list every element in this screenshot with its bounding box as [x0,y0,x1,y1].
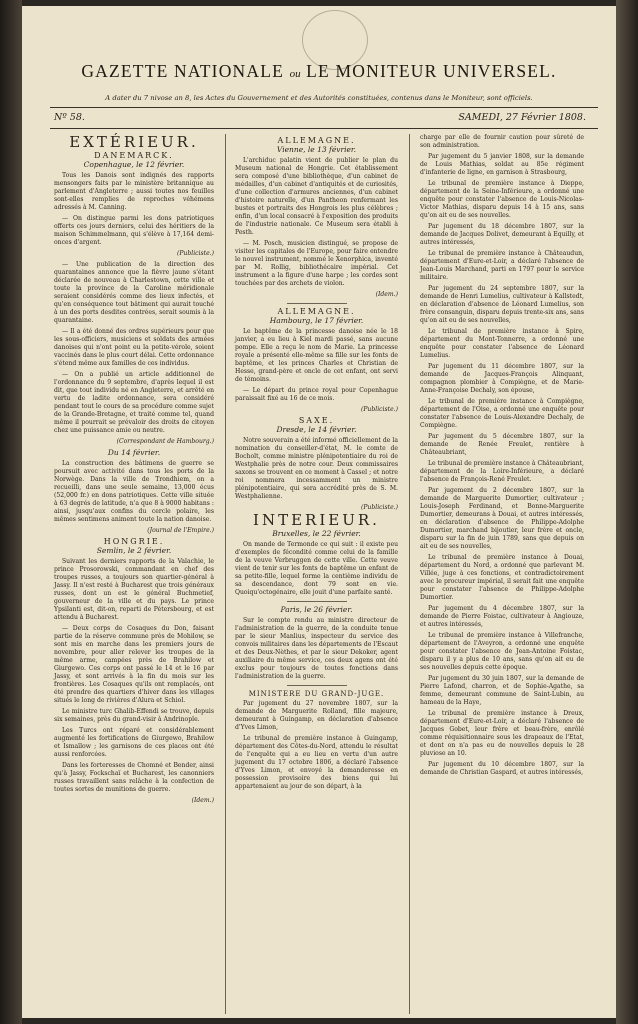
article-paragraph: Par jugement du 24 septembre 1807, sur la demande de Henri Lumelius, cultivateur à Kallstedt, en déclaration d'absence de Léonard Lumelius, son frère consanguin, disparu depuis trente-six ans, sans qu'on ait eu de ses nouvelles, [420,285,584,324]
article-paragraph: Les Turcs ont réparé et considérablement augmenté les fortifications de Giurgewo, Brahilow et Ismaïlow ; les garnisons de ces places ont été aussi renforcées. [54,727,214,758]
article-paragraph: Par jugement du 11 décembre 1807, sur la demande de Jacques-François Alinquant, compagnon plombier à Compiègne, et de Marie-Anne-Françoise Dechaly, son épouse, [420,363,584,394]
column-divider [409,134,410,1014]
article-paragraph: Le tribunal de première instance à Dieppe, département de la Seine-Inférieure, a ordonné une enquête pour constater l'absence de Louis-Nicolas-Victor Mathias, disparu depuis 14 à 15 ans, sans qu'on ait eu de ses nouvelles. [420,180,584,219]
article-paragraph: — Le départ du prince royal pour Copenhague paraissait fixé au 16 de ce mois. [235,387,398,402]
article-paragraph: — M. Posch, musicien distingué, se propose de visiter les capitales de l'Europe, pour faire entendre le nouvel instrument, nommé le Xenorphica, inventé par M. Rollig, bibliothécaire impérial. Cet instrument a la figure d'une harpe ; les cordes sont touchées par des archets de violon. [235,240,398,287]
article-paragraph: Suivant les derniers rapports de la Valachie, le prince Prosorowski, commandant en chef des troupes russes, a toujours son quartier-général à Jassy. Il n'est resté à Bucharest que trois généraux russes, dont un est le général Buchmetief, gouverneur de la ville et du pays. Le prince Ypsilanti est, dit-on, reparti de Pétersbourg, et est attendu à Bucharest. [54,558,214,621]
column-1 [54,134,214,808]
source-credit: (Idem.) [191,797,214,804]
source-credit: (Journal de l'Empire.) [147,527,214,534]
article-paragraph: Le tribunal de première instance à Douai, département du Nord, a ordonné que parlevant M. Villée, juge à ces fonctions, et contradictoirement avec le procureur impérial, il serait fait une enquête pour constater l'absence de Philippe-Adolphe Dumortier. [420,554,584,601]
article-paragraph: Tous les Danois sont indignés des rapports mensongers faits par le ministère britannique au parlement d'Angleterre ; aussi toutes nos feuilles sont-elles remplies de reproches véhémens adressés à M. Canning. [54,172,214,211]
section-title: SAXE. [298,416,335,425]
section-heading-exterieur: EXTÉRIEUR. [69,133,199,151]
masthead-ou: ou [289,68,301,80]
article-paragraph: charge par elle de fournir caution pour sûreté de son administration. [420,134,584,149]
article-paragraph: L'archiduc palatin vient de publier le plan du Museum national de Hongrie. Cet établissement sera composé d'une bibliothèque, d'un cabinet de médailles, d'un cabinet d'antiquités et de curiosités, d'une collection d'armures anciennes, d'un cabinet d'histoire naturelle, d'un Pantheon renfermant les bustes et portraits des Hongrois les plus célèbres ; enfin, d'un local consacré à l'exposition des produits de l'industrie nationale. Ce Museum sera établi à Pesth. [235,157,398,236]
source-credit: (Correspondant de Hambourg.) [116,438,214,445]
section-title: MINISTERE DU GRAND-JUGE. [248,690,385,698]
separator [287,685,347,686]
separator [287,303,347,304]
article-paragraph: Par jugement du 5 janvier 1808, sur la demande de Louis Mathias, soldat au 85e régiment d'infanterie de ligne, en garnison à Strasbourg, [420,153,584,176]
article-paragraph: Le tribunal de première instance à Dreux, département d'Eure-et-Loir, a déclaré l'absence de Jacques Gobet, leur frère et beau-frère, enrôlé comme réquisitionnaire sous les drapeaux de l'Etat, et dont on n'a pas eu de nouvelles depuis le 28 pluviose an 10. [420,710,584,757]
article-paragraph: Notre souverain a été informé officiellement de la nomination du conseiller-d'état, M. le comte de Bocholt, comme ministre plénipotentiaire du roi de Westphalie près de notre cour. Deux commissaires saxons se trouvent en ce moment à Cassel ; et notre roi nommera incessamment un ministre plénipotentiaire, qui sera accrédité près de S. M. Westphalienne. [235,437,398,500]
source-credit: (Idem.) [375,291,398,298]
article-paragraph: — On a publié un article additionnel de l'ordonnance du 9 septembre, d'après lequel il est dit, que tout individu né en Angleterre, et arrêté en vertu de ladite ordonnance, sera considéré pendant tout le cours de sa procédure comme sujet de la Grande-Bretagne, et traité comme tel, quand même il pourrait se prévaloir des droits de citoyen chez une puissance amie ou neutre. [54,371,214,434]
masthead-title-1: GAZETTE NATIONALE [81,61,284,81]
dateline: Paris, le 26 février. [280,605,353,614]
article-paragraph: Par jugement du 18 décembre 1807, sur la demande de Jacques Dolivet, demeurant à Equilly, et autres intéressés, [420,223,584,246]
issue-number: Nº 58. [54,112,85,123]
source-credit: (Publiciste.) [360,406,398,413]
book-edge-right [616,0,638,1024]
issue-date: SAMEDI, 27 Février 1808. [458,112,586,123]
dateline: Semlin, le 2 février. [96,546,172,555]
article-paragraph: Par jugement du 10 décembre 1807, sur la demande de Christian Gaspard, et autres intéressés, [420,761,584,776]
dateline: Vienne, le 13 février. [276,145,357,154]
article-paragraph: Dans les forteresses de Chomné et Bender, ainsi qu'à Jassy, Fockschaï et Bucharest, les canonniers russes travaillent sans relâche à la confection de toutes sortes de munitions de guerre. [54,762,214,793]
rule-bottom [50,128,598,129]
rule-top [50,107,598,108]
dateline: Dresde, le 14 février. [276,425,357,434]
article-paragraph: — Deux corps de Cosaques du Don, faisant partie de la réserve commune près de Mohilow, se sont mis en marche dans les premiers jours de novembre, pour aller relever les troupes de la même arme, campées près de Brahilow et Giurgewo. Ces corps ont passé le 14 et le 16 par Jassy, et sont arrivés à la fin du mois sur les frontières. Les Cosaques qu'ils ont remplacés, ont été prendre des quartiers d'hiver dans les villages situés le long de rivières d'Alura et Schiol. [54,625,214,704]
book-spine-left [0,0,22,1024]
column-3 [420,134,584,780]
separator [287,601,347,602]
article-paragraph: — Une publication de la direction des quarantaines annonce que la fièvre jaune s'étant déclarée de nouveau à Charlestown, cette ville et toute la province de la Caroline méridionale seraient considérés comme des lieux infectés, et qu'en conséquence tout bâtiment qui aurait touché à un des ports desdites contrées, serait soumis à la quarantaine. [54,261,214,324]
dateline: Du 14 février. [107,448,161,457]
article-paragraph: Le tribunal de première instance à Villefranche, département de l'Aveyron, a ordonné une enquête pour constater l'absence de Jean-Antoine Foistac, disparu il y a plus de 10 ans, sans qu'on ait eu de ses nouvelles depuis cette époque. [420,632,584,671]
source-credit: (Publiciste.) [176,250,214,257]
article-paragraph: Le baptême de la princesse danoise née le 18 janvier, a eu lieu à Kiel mardi passé, sans aucune pompe. Elle a reçu le nom de Marie. La princesse royale a présenté elle-même sa fille sur les fonts de baptême, et les princes Charles et Christian de Hesse, grand-père et oncle de cet enfant, ont servi de témoins. [235,328,398,383]
column-divider [225,134,226,1014]
masthead [22,61,616,82]
section-title: ALLEMAGNE. [277,136,356,145]
section-title: DANEMARCK. [94,151,174,160]
section-title: ALLEMAGNE. [277,307,356,316]
article-paragraph: Par jugement du 30 juin 1807, sur la demande de Pierre Lafond, charron, et de Sophie-Agathe, sa femme, demeurant commune de Saint-Lubin, au hameau de la Haye, [420,675,584,706]
column-2 [235,134,398,794]
article-paragraph: — On distingue parmi les dons patriotiques offerts ces jours derniers, celui des héritiers de la maison Schimmelmann, qui s'élève à 17,164 demi-onces d'argent. [54,215,214,246]
article-paragraph: Sur le compte rendu au ministre directeur de l'administration de la guerre, de la conduite tenue par le sieur Manlius, inspecteur du service des convois militaires dans les départements de l'Escaut et des Deux-Nèthes, et par le sieur Dekoker, agent auxiliaire du même service, ces deux agens ont été exclus pour toujours de toutes fonctions dans l'administration de la guerre. [235,617,398,680]
newspaper-page [22,6,616,1018]
article-paragraph: La construction des bâtimens de guerre se poursuit avec activité dans tous les ports de la Norwège. Dans la ville de Trondhiem, on a recueilli, dans une seule semaine, 13,000 écus (52,000 fr.) en dons patriotiques. Cette ville située à 63 degrés de latitude, n'a que 8 à 9000 habitans : ainsi, jusqu'aux confins du cercle polaire, les mêmes sentimens animent toute la nation danoise. [54,460,214,523]
masthead-title-2: LE MONITEUR UNIVERSEL. [306,61,557,81]
article-paragraph: — Il a été donné des ordres supérieurs pour que les sous-officiers, musiciens et soldats des armées danoises qui n'ont point eu la petite-vérole, soient vaccinés dans le plus court délai. Cette ordonnance s'étend même aux familles de ces individus. [54,328,214,367]
article-paragraph: Par jugement du 4 décembre 1807, sur la demande de Pierre Foistac, cultivateur à Angiouze, et autres intéressés, [420,605,584,628]
section-title: HONGRIE. [103,537,165,546]
article-paragraph: Le tribunal de première instance à Compiègne, département de l'Oise, a ordonné une enquête pour constater l'absence de Louis-Alexandre Dechaly, de Compiègne. [420,398,584,429]
article-paragraph: On mande de Termonde ce qui suit : il existe peu d'exemples de fécondité comme celui de la famille de la veuve Verbruggen de cette ville. Cette veuve vient de tenir sur les fonts de baptême un enfant de sa petite-fille, lequel forme la centième individu de sa descendance, dont 79 sont en vie. Quoiqu'octogénaire, elle jouit d'une parfaite santé. [235,541,398,596]
article-paragraph: Par jugement du 2 décembre 1807, sur la demande de Marguerite Dumortier, cultivateur ; Louis-Joseph Ferdinand, et Bonne-Marguerite Dumortier, demeurans à Douai, et autres intéressés, en déclaration d'absence de Philippe-Adolphe Dumortier, marchand bijoutier, leur frère et oncle, disparu sur la fin de juin 1789, sans que depuis on ait eu de ses nouvelles, [420,487,584,550]
dateline: Copenhague, le 12 février. [83,160,185,169]
article-paragraph: Le tribunal de première instance à Guingamp, département des Côtes-du-Nord, attendu le résultat de l'enquête qui a eu lieu en vertu d'un autre jugement du 17 octobre 1806, a déclaré l'absence d'Yves Limon, et envoyé la demanderesse en possession provisoire des biens qui lui appartenaient au jour de son départ, à la [235,735,398,790]
article-paragraph: Le ministre turc Ghalib-Effendi se trouve, depuis six semaines, près du grand-visir à Andrinople. [54,708,214,723]
article-paragraph: Le tribunal de première instance à Spire, département du Mont-Tonnerre, a ordonné une enquête pour constater l'absence de Léonard Lumelius. [420,328,584,359]
article-paragraph: Le tribunal de première instance à Châteaubriant, département de la Loire-Inférieure, a déclaré l'absence de François-René Freulet. [420,460,584,483]
source-credit: (Publiciste.) [360,504,398,511]
article-paragraph: Par jugement du 5 décembre 1807, sur la demande de Renée Freulet, rentière à Châteaubriant, [420,433,584,456]
article-paragraph: Par jugement du 27 novembre 1807, sur la demande de Marguerite Rolland, fille majeure, demeurant à Guingamp, en déclaration d'absence d'Yves Limon, [235,700,398,731]
dateline: Hambourg, le 17 février. [269,316,364,325]
section-heading-interieur: INTERIEUR. [253,511,380,529]
article-paragraph: Le tribunal de première instance à Châteaudun, département d'Eure-et-Loir, a déclaré l'absence de Jean-Louis Marchand, parti en 1797 pour le service militaire. [420,250,584,281]
masthead-subline: A dater du 7 nivose an 8, les Actes du Gouvernement et des Autorités constituées, contenus dans le Moniteur, sont officiels. [105,94,533,102]
dateline: Bruxelles, le 22 février. [272,529,361,538]
